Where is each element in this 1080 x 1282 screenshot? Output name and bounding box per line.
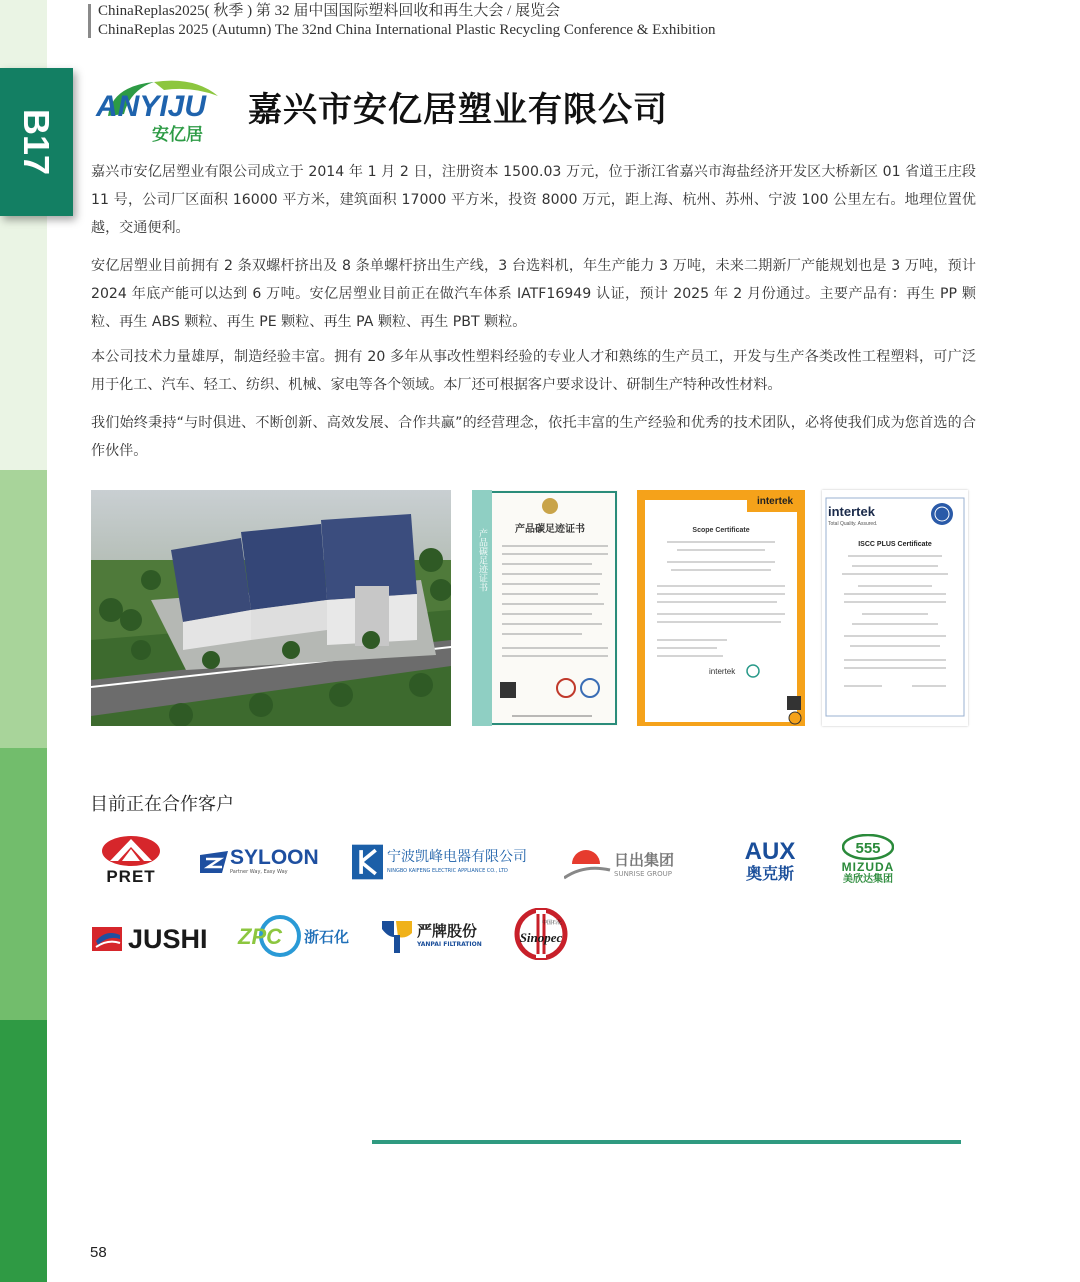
cert2-brand: intertek bbox=[756, 496, 794, 507]
intro-paragraph-4: 我们始终秉持“与时俱进、不断创新、高效发展、合作共赢”的经营理念，依托丰富的生产经验和优秀的技术团队，必将使我们成为您首选的合作伙伴。 bbox=[91, 415, 976, 459]
svg-text:产品碳足迹证书: 产品碳足迹证书 bbox=[477, 528, 487, 592]
aux-text: AUX bbox=[744, 838, 796, 865]
client-logo-mizuda bbox=[828, 834, 908, 890]
client-logo-yanpai bbox=[380, 916, 490, 956]
logo-text: ANYIJU bbox=[96, 90, 207, 123]
header-line-cn: ChinaReplas2025( 秋季 ) 第 32 届中国国际塑料回收和再生大会 / 展览会 bbox=[98, 3, 561, 19]
client-logo-pret bbox=[96, 834, 166, 888]
mizuda-emblem-icon bbox=[842, 834, 894, 860]
mizuda-text: MIZUDA bbox=[841, 860, 895, 874]
logo-cn-text: 安亿居 bbox=[152, 125, 203, 145]
cert3-title: ISCC PLUS Certificate bbox=[858, 541, 932, 548]
sunrise-sun-icon bbox=[564, 850, 612, 880]
zpc-cn-text: 浙石化 bbox=[304, 927, 350, 946]
yanpai-subtext: YANPAI FILTRATION bbox=[417, 941, 482, 948]
header-line-en: ChinaReplas 2025 (Autumn) The 32nd China International Plastic Recycling Conference & Exhibition bbox=[98, 22, 716, 38]
jushi-text: JUSHI bbox=[128, 923, 208, 954]
zpc-emblem-icon bbox=[236, 914, 302, 958]
cert1-side-text bbox=[477, 527, 488, 591]
page-number: 58 bbox=[90, 1244, 107, 1261]
yanpai-mark-icon bbox=[380, 919, 414, 953]
client-logo-aux bbox=[740, 840, 800, 886]
client-logo-sinopec bbox=[514, 908, 568, 960]
cert3-tagline: Total Quality. Assured. bbox=[828, 521, 878, 527]
cert3-brand: intertek bbox=[828, 504, 875, 519]
company-name: 嘉兴市安亿居塑业有限公司 bbox=[248, 90, 668, 130]
factory-aerial-image bbox=[91, 490, 451, 726]
syloon-subtext: Partner Way, Easy Way bbox=[230, 869, 288, 875]
strip-segment-3 bbox=[0, 748, 47, 1020]
booth-tab bbox=[0, 68, 73, 216]
sunrise-subtext: SUNRISE GROUP bbox=[614, 870, 672, 878]
syloon-mark-icon bbox=[200, 851, 228, 873]
svg-text:ZPC: ZPC bbox=[238, 924, 282, 949]
carbon-footprint-certificate bbox=[472, 490, 618, 726]
sunrise-text: 日出集团 bbox=[614, 851, 675, 869]
client-logo-jushi bbox=[92, 922, 212, 956]
intro-paragraph-1: 嘉兴市安亿居塑业有限公司成立于 2014 年 1 月 2 日，注册资本 1500.03 万元，位于浙江省嘉兴市海盐经济开发区大桥新区 01 省道王庄段 11 号，公司厂区面积 16000 平方米，建筑面积 17000 平方米，投资 8000 万元，距上海、杭州、苏州、宁波 100 公里左右。地理位置优越，交通便利。 bbox=[91, 164, 976, 236]
client-logo-sunrise bbox=[564, 848, 694, 882]
jushi-mark-icon bbox=[92, 925, 124, 953]
company-logo bbox=[94, 76, 242, 148]
cert2-title: Scope Certificate bbox=[692, 527, 750, 534]
client-logo-syloon bbox=[200, 846, 320, 878]
iscc-plus-certificate bbox=[822, 490, 968, 726]
pret-emblem-icon bbox=[100, 835, 162, 867]
aux-cn-text: 奥克斯 bbox=[745, 864, 794, 883]
sinopec-text: Sinopec bbox=[519, 930, 563, 945]
client-logo-zpc bbox=[236, 914, 356, 958]
booth-number: B17 bbox=[16, 108, 58, 176]
intro-paragraph-2: 安亿居塑业目前拥有 2 条双螺杆挤出及 8 条单螺杆挤出生产线，3 台选料机，年生产能力 3 万吨，未来二期新厂产能规划也是 3 万吨，预计 2024 年底产能可以达到 6 万吨。安亿居塑业目前正在做汽车体系 IATF16949 认证，预计 2025 年 2 月份通过。主要产品有：再生 PP 颗粒、再生 ABS 颗粒、再生 PE 颗粒、再生 PA 颗粒、再生 PBT 颗粒。 bbox=[91, 258, 976, 330]
strip-segment-4 bbox=[0, 1020, 47, 1282]
yanpai-text: 严牌股份 bbox=[417, 922, 478, 940]
svg-text:555: 555 bbox=[855, 840, 881, 857]
scope-certificate bbox=[637, 490, 805, 726]
svg-text:intertek: intertek bbox=[709, 667, 736, 676]
clients-section-title: 目前正在合作客户 bbox=[90, 794, 234, 815]
intro-paragraph-3: 本公司技术力量雄厚，制造经验丰富。拥有 20 多年从事改性塑料经验的专业人才和熟练的生产员工，开发与生产各类改性工程塑料，可广泛用于化工、汽车、轻工、纺织、机械、家电等各个领域。本厂还可根据客户要求设计、研制生产特种改性材料。 bbox=[91, 349, 976, 393]
kaifeng-text: 宁波凯峰电器有限公司 bbox=[387, 849, 527, 865]
kaifeng-mark-icon bbox=[352, 843, 383, 881]
cert1-title: 产品碳足迹证书 bbox=[515, 524, 585, 535]
mizuda-cn-text: 美欣达集团 bbox=[843, 874, 893, 885]
sinopec-cn-text: 中国石化 bbox=[541, 920, 563, 926]
page-header bbox=[98, 2, 716, 40]
strip-segment-2 bbox=[0, 470, 47, 748]
header-bar bbox=[88, 4, 91, 38]
kaifeng-subtext: NINGBO KAIFENG ELECTRIC APPLIANCE CO., LTD bbox=[387, 868, 508, 874]
bottom-accent-line bbox=[372, 1140, 961, 1144]
syloon-text: SYLOON bbox=[230, 846, 319, 869]
sinopec-emblem-icon bbox=[514, 908, 568, 960]
pret-text: PRET bbox=[106, 867, 156, 886]
client-logo-kaifeng bbox=[352, 842, 527, 882]
